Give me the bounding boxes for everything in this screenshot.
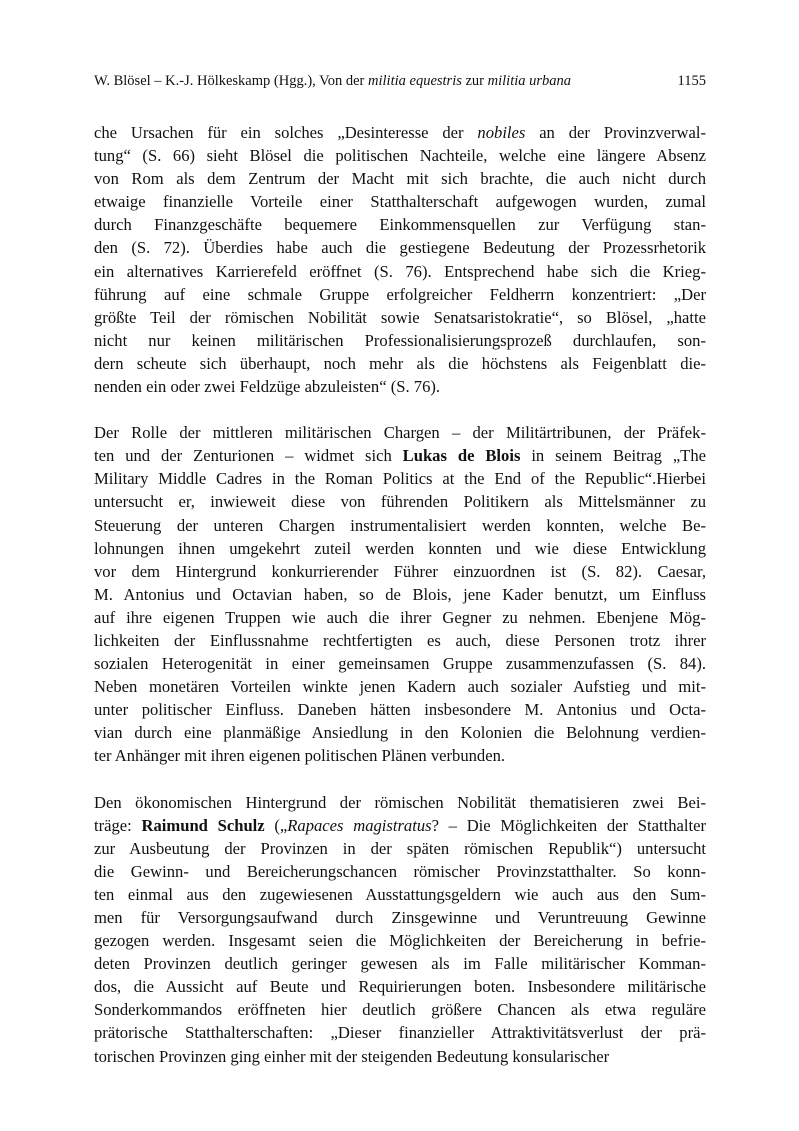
header-title-mid: zur (461, 73, 488, 89)
text-run: Neben monetären Vorteilen winkte jenen Kadern auch sozialer Aufstieg und mit- (94, 677, 706, 697)
review-body (94, 121, 706, 1068)
text-run: torischen Provinzen ging einher mit der steigenden Bedeutung konsularischer (94, 1046, 610, 1066)
text-run: etwaige finanzielle Vorteile einer Statthalterschaft aufgewogen wurden, zumal (94, 192, 706, 212)
text-run: zur Ausbeutung der Provinzen in der späten römischen Republik“) untersucht (94, 838, 706, 858)
running-header (94, 72, 706, 90)
italic-term: Rapaces magistratus (287, 815, 432, 835)
text-line (94, 952, 706, 975)
author-name: Lukas de Blois (402, 446, 521, 466)
header-title-italic-1: militia equestris (368, 73, 462, 89)
text-run: nicht nur keinen militärischen Professionalisierungsprozeß durchlaufen, son- (94, 330, 706, 350)
text-line (94, 652, 706, 675)
author-name: Raimund Schulz (141, 815, 265, 835)
text-line (94, 744, 706, 767)
text-run: gezogen werden. Insgesamt seien die Möglichkeiten der Bereicherung in befrie- (94, 931, 706, 951)
text-run: den (S. 72). Überdies habe auch die gestiegene Bedeutung der Prozessrhetorik (94, 238, 706, 258)
text-run: Sonderkommandos eröffneten hier deutlich größere Chancen als etwa reguläre (94, 1000, 706, 1020)
text-line (94, 375, 706, 398)
text-run: men für Versorgungsaufwand durch Zinsgewinne und Veruntreuung Gewinne (94, 908, 706, 927)
text-run: M. Antonius und Octavian haben, so de Blois, jene Kader benutzt, um Einfluss (94, 584, 706, 604)
text-line (94, 236, 706, 259)
text-line (94, 698, 706, 721)
text-run: die Gewinn- und Bereicherungschancen römischer Provinzstatthalter. So konn- (94, 861, 706, 881)
text-run: prätorische Statthalterschaften: „Dieser finanzieller Attraktivitätsverlust der prä- (94, 1023, 706, 1043)
text-run: dern scheute sich überhaupt, noch mehr als die höchstens als Feigenblatt die- (94, 353, 706, 373)
text-line (94, 1021, 706, 1044)
paragraph-2 (94, 421, 706, 767)
text-run: sozialen Heterogenität in einer gemeinsamen Gruppe zusammenzufassen (S. 84). (94, 654, 706, 674)
text-line (94, 306, 706, 329)
page-number: 1155 (677, 73, 706, 89)
text-line (94, 121, 706, 144)
text-line (94, 929, 706, 952)
text-run: ten und der Zenturionen – widmet sich (94, 446, 403, 466)
text-line (94, 421, 706, 444)
text-line (94, 190, 706, 213)
paragraph-1 (94, 121, 706, 398)
text-run: größte Teil der römischen Nobilität sowie Senatsaristokratie“, so Blösel, „hatte (94, 307, 706, 327)
text-line (94, 213, 706, 236)
text-line (94, 883, 706, 906)
text-line (94, 537, 706, 560)
text-line (94, 352, 706, 375)
text-run: ten einmal aus den zugewiesenen Ausstattungsgeldern wie auch aus den Sum- (94, 884, 706, 904)
text-run: lohnungen ihnen umgekehrt zuteil werden konnten und wie diese Entwicklung (94, 538, 706, 558)
text-line (94, 791, 706, 814)
text-run: („ (264, 815, 288, 835)
text-line (94, 283, 706, 306)
text-run: tung“ (S. 66) sieht Blösel die politischen Nachteile, welche eine längere Absenz (94, 146, 706, 166)
text-line (94, 814, 706, 837)
text-run: ter Anhänger mit ihren eigenen politischen Plänen verbunden. (94, 746, 506, 766)
text-run: von Rom als dem Zentrum der Macht mit sich brachte, die auch nicht durch (94, 169, 706, 189)
text-run: dos, die Aussicht auf Beute und Requirierungen boten. Insbesondere militärische (94, 977, 706, 997)
text-line (94, 560, 706, 583)
text-line (94, 490, 706, 513)
text-run: ein alternatives Karrierefeld eröffnet (S. 76). Entsprechend habe sich die Krieg- (94, 261, 706, 281)
text-line (94, 675, 706, 698)
text-line (94, 606, 706, 629)
text-run: Der Rolle der mittleren militärischen Chargen – der Militärtribunen, der Präfek- (94, 423, 706, 443)
text-line (94, 329, 706, 352)
text-line (94, 629, 706, 652)
text-run: lichkeiten der Einflussnahme rechtfertigten es auch, diese Personen trotz ihrer (94, 630, 706, 650)
paragraph-3 (94, 791, 706, 1068)
text-line (94, 514, 706, 537)
text-run: durch Finanzgeschäfte bequemere Einkommensquellen zur Verfügung stan- (94, 215, 706, 235)
text-line (94, 721, 706, 744)
text-run: führung auf eine schmale Gruppe erfolgreicher Feldherrn konzentriert: „Der (94, 284, 706, 304)
text-run: ? – Die Möglichkeiten der Statthalter (431, 815, 706, 835)
header-title-italic-2: militia urbana (487, 73, 572, 89)
text-run: Steuerung der unteren Chargen instrumentalisiert werden konnten, welche Be- (94, 515, 706, 535)
text-line (94, 144, 706, 167)
header-citation (94, 72, 571, 90)
text-run: träge: (94, 815, 142, 835)
text-run: auf ihre eigenen Truppen wie auch die ihrer Gegner zu nehmen. Ebenjene Mög- (94, 607, 706, 627)
text-run: Den ökonomischen Hintergrund der römischen Nobilität thematisieren zwei Bei- (94, 792, 706, 812)
text-run: vor dem Hintergrund konkurrierender Führer einzuordnen ist (S. 82). Caesar, (94, 561, 706, 581)
text-run: unter politischer Einfluss. Daneben hätten insbesondere M. Antonius und Octa- (94, 700, 706, 720)
text-run: vian durch eine planmäßige Ansiedlung in den Kolonien die Belohnung verdien- (94, 723, 706, 743)
text-run: che Ursachen für ein solches „Desinteresse der (94, 123, 478, 142)
text-run: nenden ein oder zwei Feldzüge abzuleisten“ (S. 76). (94, 377, 441, 397)
text-run: deten Provinzen deutlich geringer gewesen als im Falle militärischer Komman- (94, 954, 706, 974)
text-line (94, 583, 706, 606)
text-run: an der Provinzverwal- (525, 123, 707, 142)
text-line (94, 998, 706, 1021)
text-run: untersucht er, inwieweit diese von führenden Politikern als Mittelsmänner zu (94, 492, 706, 512)
text-line (94, 906, 706, 929)
text-line (94, 975, 706, 998)
text-line (94, 467, 706, 490)
text-line (94, 860, 706, 883)
text-line (94, 1045, 706, 1068)
text-run: in seinem Beitrag „The (520, 446, 706, 466)
text-line (94, 260, 706, 283)
text-line (94, 167, 706, 190)
text-line (94, 444, 706, 467)
header-authors: W. Blösel – K.-J. Hölkeskamp (Hgg.), Von der (94, 73, 369, 89)
italic-term: nobiles (477, 123, 526, 142)
text-line (94, 837, 706, 860)
text-run: Military Middle Cadres in the Roman Politics at the End of the Republic“.Hierbei (94, 469, 706, 489)
